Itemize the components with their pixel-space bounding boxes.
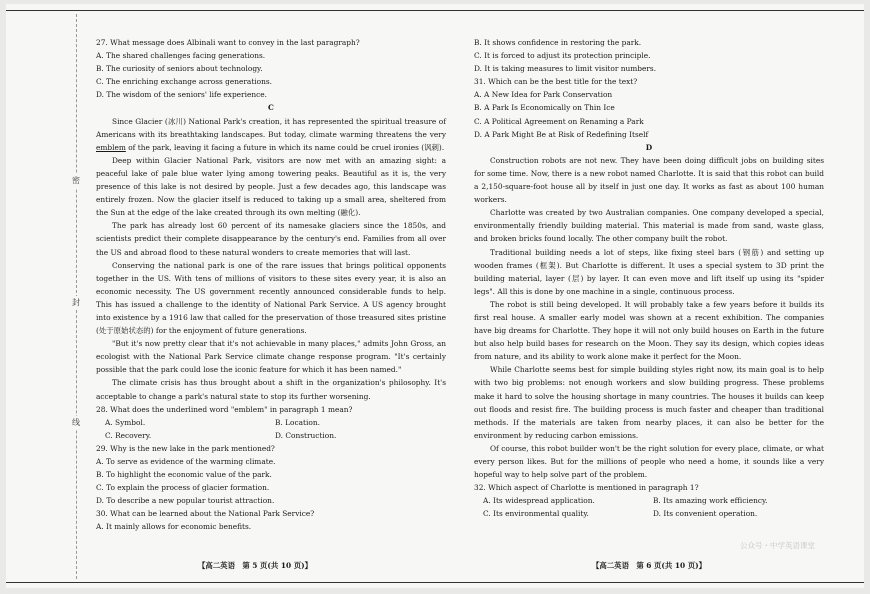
passage-d-paragraph-1: Construction robots are not new. They have been doing difficult jobs on building sites for some time. Now, there is a new robot named Charlotte. It is said that this robot can build a 2,150-square-foot house all by itself in just one day. It works as fast as about 100 human workers. — [474, 155, 824, 205]
right-page-footer: 【高二英语 第 6 页(共 10 页)】 — [592, 561, 707, 570]
option: A. Symbol. — [105, 417, 146, 427]
passage-c-paragraph-1: Since Glacier (冰川) National Park's creation, it has represented the spiritual treasure of Americans with its breathtaking landscapes. But today, climate warming threatens the very emblem of the park, leaving it facing a future in which its name could be cruel ironies (讽刺). — [96, 116, 446, 152]
binding-mark-xian: 线 — [69, 416, 83, 430]
underlined-word-emblem: emblem — [96, 142, 126, 152]
option: A. To serve as evidence of the warming climate. — [96, 457, 276, 466]
question-31: 31. Which can be the best title for the text? — [474, 77, 638, 87]
question-28: 28. What does the underlined word "emblem" in paragraph 1 mean? — [96, 404, 353, 414]
passage-d-paragraph-4: The robot is still being developed. It will probably take a few years before it builds its first real house. A smaller early model was shown at a recent exhibition. The companies have big dreams for Charlotte. They hope it will not only build houses on Earth in the future but also help build bases for research on the Moon. They say its design, which copies ideas from nature, and its ability to work alone make it perfect for the Moon. — [474, 299, 824, 362]
passage-d-heading: D — [645, 142, 653, 152]
option: D. To describe a new popular tourist attraction. — [96, 496, 275, 506]
option: B. A Park Is Economically on Thin Ice — [474, 103, 615, 113]
option: C. A Political Agreement on Renaming a Park — [474, 116, 644, 126]
option: B. It shows confidence in restoring the park. — [474, 38, 642, 47]
option: A. It mainly allows for economic benefits. — [96, 522, 252, 532]
option: B. Its amazing work efficiency. — [653, 496, 768, 506]
option: C. Its environmental quality. — [483, 509, 589, 519]
bottom-border — [6, 582, 864, 583]
option: B. To highlight the economic value of the park. — [96, 470, 272, 480]
passage-c-heading: C — [268, 103, 274, 113]
question-30: 30. What can be learned about the National Park Service? — [96, 509, 315, 519]
question-29: 29. Why is the new lake in the park mentioned? — [96, 443, 275, 453]
passage-c-paragraph-5: "But it's now pretty clear that it's not achievable in many places," admits John Gross, an ecologist with the National Park Service climate change response program. "It's certainly possible that the park could lose the iconic feature for which it has been named." — [96, 339, 446, 375]
options-row — [105, 429, 446, 442]
question-32: 32. Which aspect of Charlotte is mentioned in paragraph 1? — [474, 483, 699, 493]
option: A. Its widespread application. — [483, 496, 595, 506]
passage-c-paragraph-2: Deep within Glacier National Park, visitors are now met with an amazing sight: a peaceful lake of pale blue water lying among towering peaks. Beautiful as it is, the very presence of this lake is not desired by people. Just a few decades ago, this landscape was entirely frozen. Now the glacier itself is reduced to taking up a small area, sheltered from the Sun at the edge of the lake created through its own melting (融化). — [96, 155, 446, 218]
option: D. A Park Might Be at Risk of Redefining Itself — [474, 129, 649, 139]
left-page — [96, 36, 446, 534]
option: D. Its convenient operation. — [653, 509, 758, 519]
option: D. Construction. — [275, 430, 337, 440]
options-row — [483, 494, 824, 507]
option: C. It is forced to adjust its protection principle. — [474, 51, 651, 61]
option: D. The wisdom of the seniors' life experience. — [96, 90, 267, 100]
binding-mark-feng: 封 — [69, 296, 83, 310]
passage-c-paragraph-6: The climate crisis has thus brought about a shift in the organization's philosophy. It's acceptable to change a park's natural state to stop its further worsening. — [96, 378, 446, 401]
left-page-footer: 【高二英语 第 5 页(共 10 页)】 — [198, 561, 313, 570]
option: B. The curiosity of seniors about technology. — [96, 64, 263, 74]
option: A. The shared challenges facing generations. — [96, 51, 266, 61]
passage-c-paragraph-4: Conserving the national park is one of the rare issues that brings political opponents together in the US. With tens of millions of visitors to these sites every year, it is also an economic necessity. The US government recently announced considerable funds to help. This has issued a challenge to the identity of National Park Service. A US agency brought into existence by a 1916 law that called for the preservation of those treasured sites pristine (处于原始状态的) for the enjoyment of future generations. — [96, 260, 446, 336]
right-page — [474, 36, 824, 520]
binding-mark-mi: 密 — [69, 174, 83, 188]
passage-c-paragraph-3: The park has already lost 60 percent of its namesake glaciers since the 1850s, and scientists predict their complete disappearance by the century's end. Families from all over the US and abroad flood to these natural wonders to create memories that will last. — [96, 221, 446, 257]
option: A. A New Idea for Park Conservation — [474, 90, 613, 100]
top-border — [6, 10, 864, 11]
watermark: 公众号・中学英语课堂 — [740, 541, 815, 550]
passage-d-paragraph-6: Of course, this robot builder won't be the right solution for every place, climate, or what every person likes. But for the millions of people who need a home, it sounds like a very hopeful way to help solve part of the problem. — [474, 443, 824, 480]
passage-d-paragraph-5: While Charlotte seems best for simple building styles right now, its main goal is to help with two big problems: not enough workers and slow building progress. These problems make it hard to solve the housing shortage in many countries. The houses it builds can keep out floods and resist fire. The building process is much faster and cheaper than traditional methods. If the materials are taken from nearby places, it can also be better for the environment by reducing carbon emissions. — [474, 365, 824, 440]
options-row — [105, 416, 446, 429]
passage-d-paragraph-2: Charlotte was created by two Australian companies. One company developed a special, environmentally friendly building material. This material is made from sand, waste glass, and broken bricks found locally. The other company built the robot. — [474, 208, 824, 244]
option: C. Recovery. — [105, 430, 152, 440]
option: B. Location. — [275, 417, 320, 427]
option: C. To explain the process of glacier formation. — [96, 483, 270, 493]
options-row — [483, 507, 824, 520]
question-27: 27. What message does Albinali want to convey in the last paragraph? — [96, 38, 360, 47]
option: C. The enriching exchange across generations. — [96, 77, 273, 87]
option: D. It is taking measures to limit visitor numbers. — [474, 64, 657, 74]
passage-d-paragraph-3: Traditional building needs a lot of steps, like fixing steel bars (钢筋) and setting up wooden frames (框架). But Charlotte is different. It uses a special system to 3D print the building material, layer (层) by layer. It can even move and lift itself up using its "spider legs". All this is done by one machine in a single, continuous process. — [474, 247, 824, 296]
